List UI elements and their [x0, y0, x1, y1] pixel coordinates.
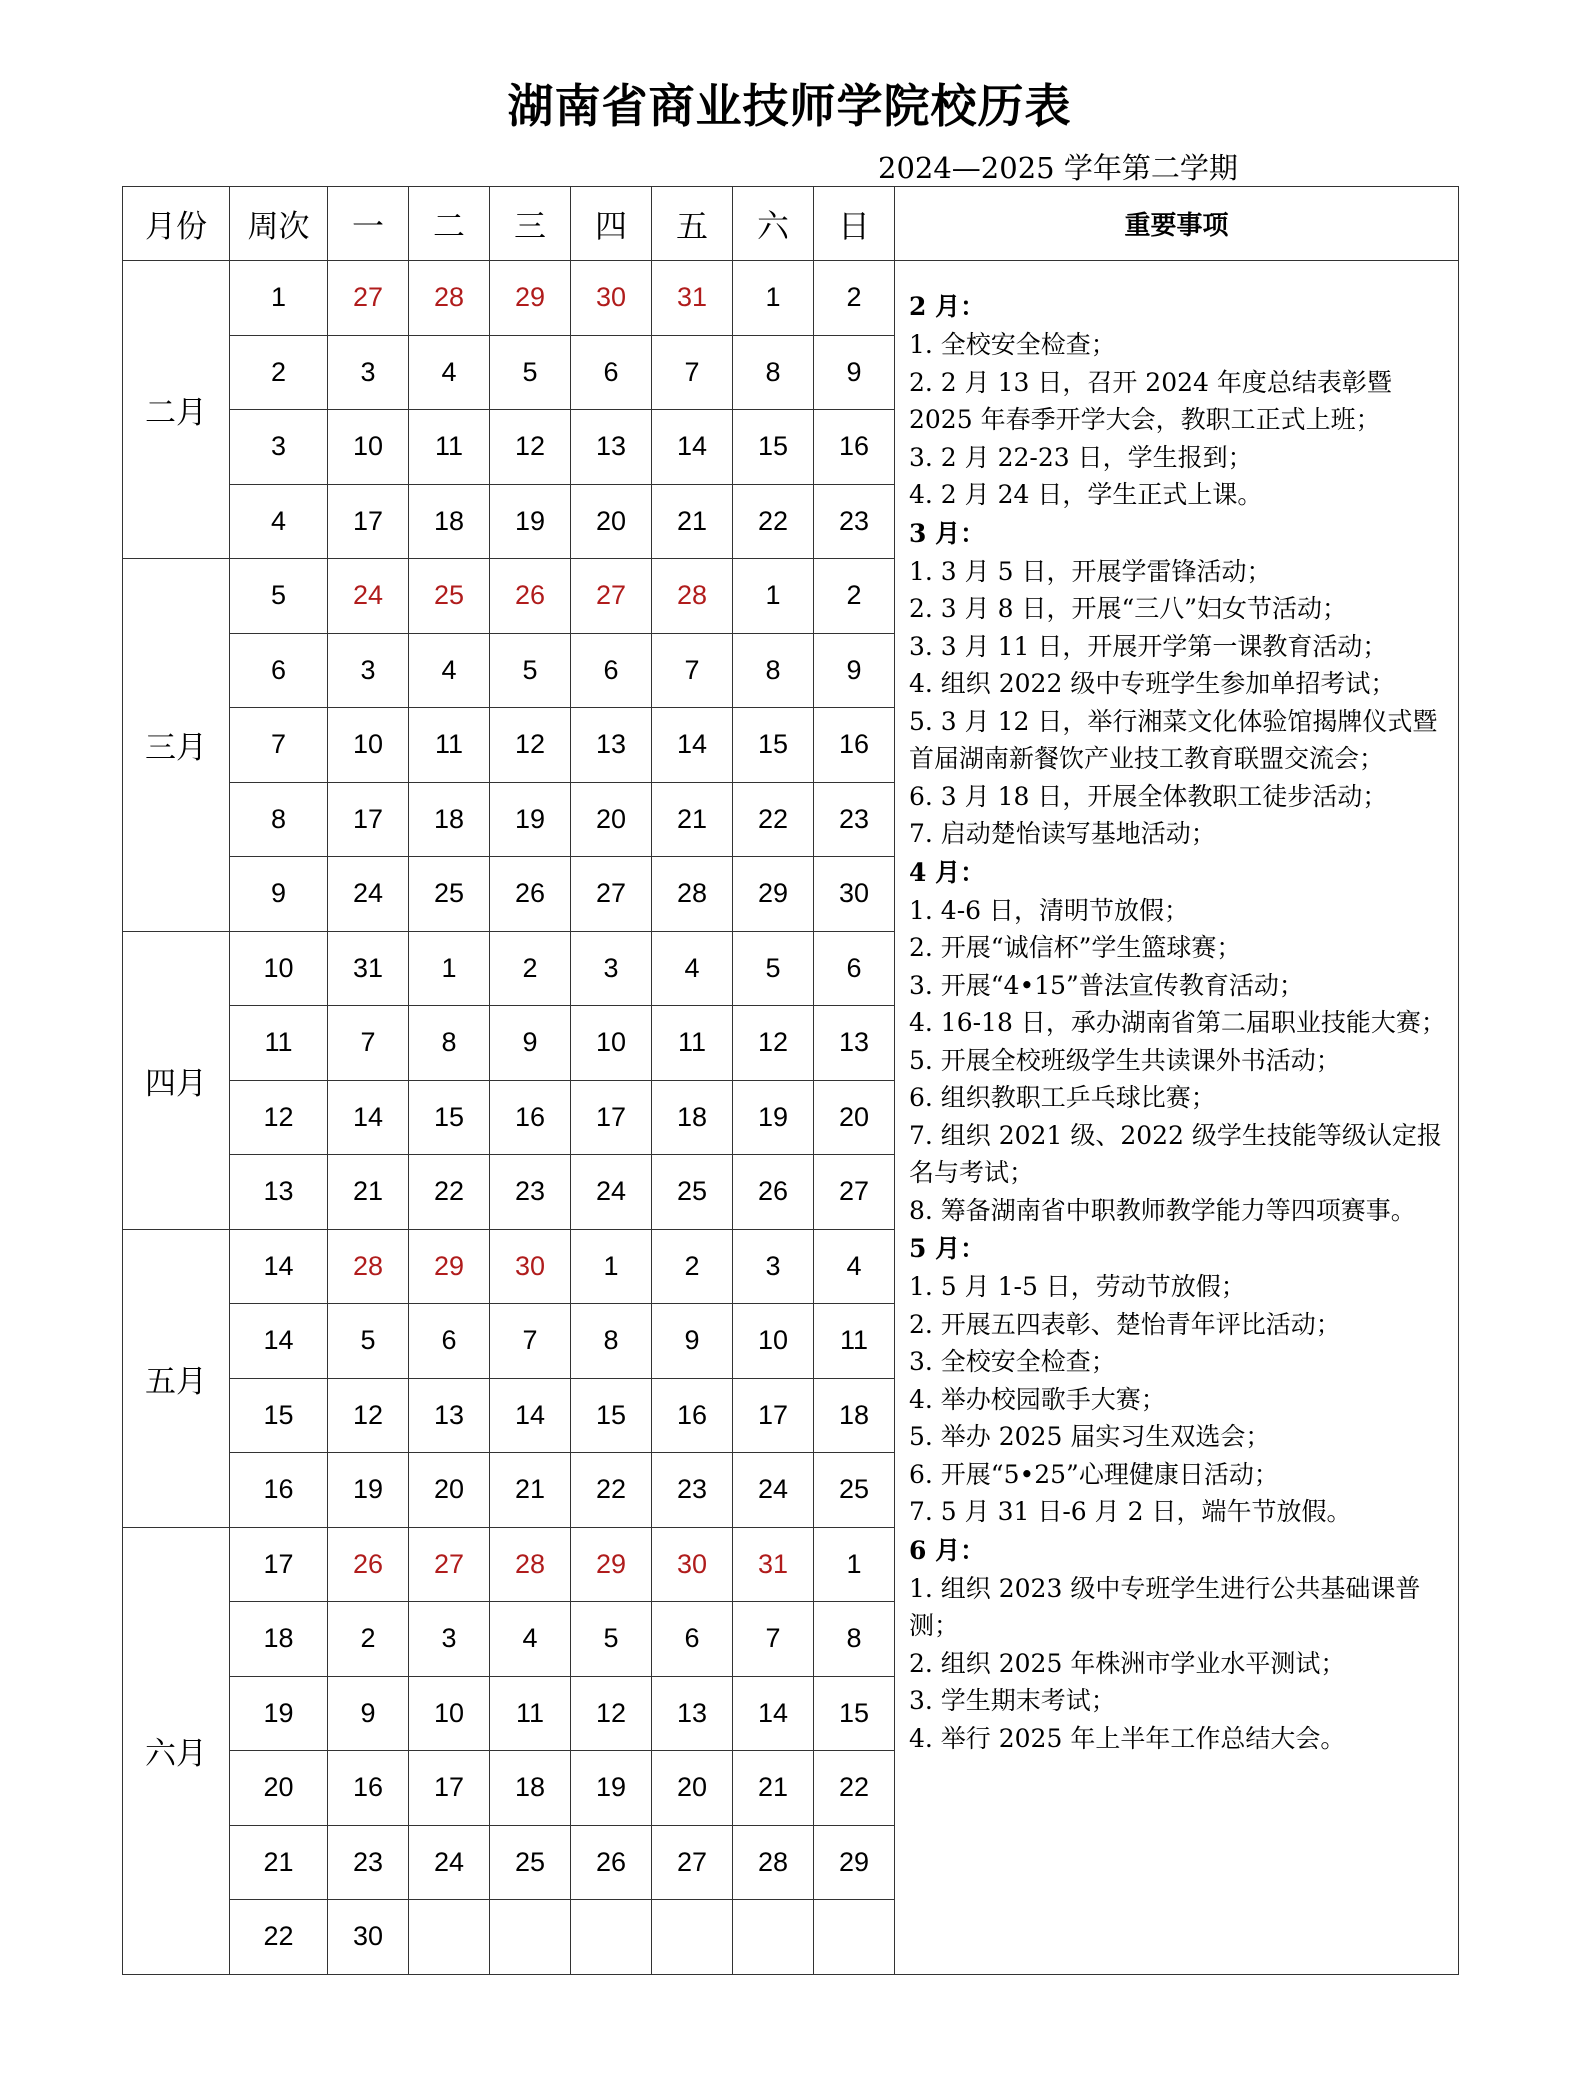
day-cell: 19	[328, 1453, 409, 1528]
day-cell: 16	[814, 410, 895, 485]
header-month: 月份	[123, 187, 230, 261]
day-cell: 3	[328, 633, 409, 708]
day-cell: 13	[409, 1378, 490, 1453]
day-cell: 30	[571, 261, 652, 336]
day-cell: 24	[328, 857, 409, 932]
day-cell: 2	[814, 559, 895, 634]
day-cell: 29	[409, 1229, 490, 1304]
week-number: 19	[230, 1676, 328, 1751]
month-label: 三月	[123, 559, 230, 932]
header-day-mon: 一	[328, 187, 409, 261]
day-cell: 21	[490, 1453, 571, 1528]
day-cell: 30	[652, 1527, 733, 1602]
header-day-sun: 日	[814, 187, 895, 261]
event-item: 8. 筹备湖南省中职教师教学能力等四项赛事。	[909, 1195, 1416, 1225]
day-cell: 7	[652, 335, 733, 410]
day-cell: 7	[733, 1602, 814, 1677]
day-cell: 28	[652, 857, 733, 932]
event-item: 2. 3 月 8 日，开展“三八”妇女节活动；	[909, 594, 1348, 623]
header-day-wed: 三	[490, 187, 571, 261]
day-cell: 8	[733, 633, 814, 708]
day-cell: 1	[733, 559, 814, 634]
day-cell	[652, 1900, 733, 1975]
day-cell: 25	[409, 559, 490, 634]
event-item: 3. 3 月 11 日，开展开学第一课教育活动；	[909, 631, 1388, 661]
week-number: 21	[230, 1825, 328, 1900]
day-cell: 30	[490, 1229, 571, 1304]
day-cell: 25	[490, 1825, 571, 1900]
day-cell: 24	[409, 1825, 490, 1900]
day-cell: 23	[328, 1825, 409, 1900]
day-cell: 2	[652, 1229, 733, 1304]
day-cell: 29	[571, 1527, 652, 1602]
day-cell: 13	[571, 708, 652, 783]
day-cell: 2	[328, 1602, 409, 1677]
week-number: 14	[230, 1304, 328, 1379]
day-cell: 13	[571, 410, 652, 485]
day-cell: 9	[814, 633, 895, 708]
event-item: 3. 开展“4•15”普法宣传教育活动；	[909, 970, 1304, 1000]
event-month-heading: 2 月：	[909, 292, 986, 321]
day-cell: 1	[571, 1229, 652, 1304]
week-number: 4	[230, 484, 328, 559]
day-cell: 10	[733, 1304, 814, 1379]
header-day-thu: 四	[571, 187, 652, 261]
day-cell: 15	[571, 1378, 652, 1453]
day-cell: 12	[571, 1676, 652, 1751]
event-item: 1. 4-6 日，清明节放假；	[909, 895, 1190, 925]
week-number: 16	[230, 1453, 328, 1528]
day-cell: 19	[571, 1751, 652, 1826]
event-item: 2. 2 月 13 日，召开 2024 年度总结表彰暨 2025 年春季开学大会，教职工正式上班；	[909, 367, 1400, 434]
day-cell: 18	[409, 782, 490, 857]
day-cell: 8	[814, 1602, 895, 1677]
day-cell	[571, 1900, 652, 1975]
header-row	[123, 187, 1459, 261]
day-cell: 16	[652, 1378, 733, 1453]
day-cell: 20	[571, 484, 652, 559]
day-cell: 23	[814, 484, 895, 559]
day-cell: 26	[733, 1155, 814, 1230]
day-cell: 6	[571, 335, 652, 410]
day-cell: 4	[409, 633, 490, 708]
day-cell: 6	[652, 1602, 733, 1677]
event-item: 5. 3 月 12 日，举行湘菜文化体验馆揭牌仪式暨首届湖南新餐饮产业技工教育联盟交流会；	[909, 706, 1438, 773]
day-cell: 31	[733, 1527, 814, 1602]
event-item: 4. 2 月 24 日，学生正式上课。	[909, 480, 1263, 509]
week-number: 2	[230, 335, 328, 410]
day-cell: 28	[733, 1825, 814, 1900]
day-cell: 26	[490, 857, 571, 932]
week-number: 20	[230, 1751, 328, 1826]
day-cell: 20	[814, 1080, 895, 1155]
day-cell: 23	[490, 1155, 571, 1230]
day-cell: 28	[409, 261, 490, 336]
day-cell: 10	[328, 410, 409, 485]
day-cell: 16	[490, 1080, 571, 1155]
week-number: 13	[230, 1155, 328, 1230]
event-item: 1. 全校安全检查；	[909, 330, 1116, 359]
day-cell: 16	[814, 708, 895, 783]
day-cell: 6	[571, 633, 652, 708]
day-cell: 31	[652, 261, 733, 336]
day-cell: 26	[571, 1825, 652, 1900]
day-cell: 25	[814, 1453, 895, 1528]
day-cell: 18	[409, 484, 490, 559]
month-label: 六月	[123, 1527, 230, 1974]
day-cell: 11	[652, 1006, 733, 1081]
day-cell: 12	[733, 1006, 814, 1081]
header-day-tue: 二	[409, 187, 490, 261]
day-cell: 25	[652, 1155, 733, 1230]
week-number: 15	[230, 1378, 328, 1453]
day-cell: 17	[409, 1751, 490, 1826]
day-cell	[814, 1900, 895, 1975]
day-cell: 14	[490, 1378, 571, 1453]
day-cell: 22	[733, 782, 814, 857]
week-number: 10	[230, 931, 328, 1006]
event-item: 7. 5 月 31 日-6 月 2 日，端午节放假。	[909, 1497, 1352, 1526]
day-cell: 1	[733, 261, 814, 336]
day-cell: 15	[733, 708, 814, 783]
week-number: 22	[230, 1900, 328, 1975]
event-item: 2. 组织 2025 年株洲市学业水平测试；	[909, 1648, 1346, 1678]
day-cell: 27	[571, 857, 652, 932]
semester-subtitle: 2024—2025 学年第二学期	[878, 151, 1238, 185]
day-cell: 20	[409, 1453, 490, 1528]
day-cell: 7	[490, 1304, 571, 1379]
event-month-heading: 5 月：	[909, 1234, 986, 1263]
day-cell: 29	[733, 857, 814, 932]
week-number: 9	[230, 857, 328, 932]
day-cell: 19	[733, 1080, 814, 1155]
month-label: 四月	[123, 931, 230, 1229]
day-cell: 10	[571, 1006, 652, 1081]
day-cell: 17	[328, 484, 409, 559]
event-item: 1. 3 月 5 日，开展学雷锋活动；	[909, 556, 1272, 586]
event-item: 7. 组织 2021 级、2022 级学生技能等级认定报名与考试；	[909, 1120, 1442, 1187]
day-cell: 22	[409, 1155, 490, 1230]
event-month-heading: 6 月：	[909, 1535, 986, 1565]
week-number: 6	[230, 633, 328, 708]
day-cell: 9	[490, 1006, 571, 1081]
day-cell: 20	[571, 782, 652, 857]
day-cell: 3	[733, 1229, 814, 1304]
day-cell: 28	[652, 559, 733, 634]
day-cell: 15	[733, 410, 814, 485]
event-item: 5. 举办 2025 届实习生双选会；	[909, 1422, 1271, 1451]
day-cell: 22	[571, 1453, 652, 1528]
week-number: 3	[230, 410, 328, 485]
day-cell: 26	[328, 1527, 409, 1602]
day-cell: 29	[490, 261, 571, 336]
day-cell: 27	[571, 559, 652, 634]
day-cell	[733, 1900, 814, 1975]
day-cell: 13	[652, 1676, 733, 1751]
day-cell: 24	[328, 559, 409, 634]
day-cell: 20	[652, 1751, 733, 1826]
day-cell: 10	[409, 1676, 490, 1751]
event-item: 2. 开展“诚信杯”学生篮球赛；	[909, 933, 1242, 962]
day-cell: 14	[652, 410, 733, 485]
day-cell: 23	[652, 1453, 733, 1528]
event-month-heading: 4 月：	[909, 857, 986, 887]
day-cell: 22	[733, 484, 814, 559]
event-item: 6. 开展“5•25”心理健康日活动；	[909, 1459, 1279, 1489]
week-row	[123, 261, 1459, 336]
day-cell: 25	[409, 857, 490, 932]
day-cell	[409, 1900, 490, 1975]
day-cell: 30	[328, 1900, 409, 1975]
day-cell: 9	[652, 1304, 733, 1379]
day-cell: 10	[328, 708, 409, 783]
day-cell: 1	[409, 931, 490, 1006]
day-cell: 17	[571, 1080, 652, 1155]
day-cell: 27	[328, 261, 409, 336]
day-cell: 9	[814, 335, 895, 410]
day-cell: 30	[814, 857, 895, 932]
day-cell: 3	[571, 931, 652, 1006]
day-cell: 14	[733, 1676, 814, 1751]
day-cell: 21	[733, 1751, 814, 1826]
day-cell: 9	[328, 1676, 409, 1751]
day-cell: 12	[490, 708, 571, 783]
day-cell: 29	[814, 1825, 895, 1900]
day-cell: 7	[328, 1006, 409, 1081]
header-events: 重要事项	[895, 187, 1459, 261]
week-number: 14	[230, 1229, 328, 1304]
event-item: 6. 组织教职工乒乓球比赛；	[909, 1083, 1216, 1112]
day-cell: 1	[814, 1527, 895, 1602]
day-cell: 2	[814, 261, 895, 336]
day-cell: 22	[814, 1751, 895, 1826]
day-cell: 8	[733, 335, 814, 410]
event-item: 2. 开展五四表彰、楚怡青年评比活动；	[909, 1309, 1341, 1339]
event-item: 4. 16-18 日，承办湖南省第二届职业技能大赛；	[909, 1008, 1446, 1037]
day-cell: 3	[328, 335, 409, 410]
week-number: 8	[230, 782, 328, 857]
day-cell: 27	[814, 1155, 895, 1230]
day-cell: 12	[490, 410, 571, 485]
day-cell: 8	[409, 1006, 490, 1081]
day-cell: 26	[490, 559, 571, 634]
calendar-body	[123, 261, 1459, 1975]
day-cell	[490, 1900, 571, 1975]
month-label: 二月	[123, 261, 230, 559]
day-cell: 3	[409, 1602, 490, 1677]
day-cell: 12	[328, 1378, 409, 1453]
day-cell: 2	[490, 931, 571, 1006]
page-title: 湖南省商业技师学院校历表	[507, 79, 1072, 133]
event-item: 5. 开展全校班级学生共读课外书活动；	[909, 1045, 1341, 1075]
event-item: 3. 全校安全检查；	[909, 1347, 1116, 1376]
week-number: 11	[230, 1006, 328, 1081]
day-cell: 4	[814, 1229, 895, 1304]
day-cell: 17	[733, 1378, 814, 1453]
week-number: 12	[230, 1080, 328, 1155]
day-cell: 5	[571, 1602, 652, 1677]
day-cell: 13	[814, 1006, 895, 1081]
day-cell: 17	[328, 782, 409, 857]
header-day-sat: 六	[733, 187, 814, 261]
day-cell: 21	[652, 484, 733, 559]
header-week: 周次	[230, 187, 328, 261]
event-item: 4. 举办校园歌手大赛；	[909, 1384, 1166, 1414]
day-cell: 15	[409, 1080, 490, 1155]
day-cell: 19	[490, 782, 571, 857]
day-cell: 5	[490, 335, 571, 410]
day-cell: 31	[328, 931, 409, 1006]
event-item: 1. 组织 2023 级中专班学生进行公共基础课普测；	[909, 1573, 1421, 1640]
header-day-fri: 五	[652, 187, 733, 261]
day-cell: 6	[409, 1304, 490, 1379]
event-item: 3. 学生期末考试；	[909, 1686, 1116, 1715]
day-cell: 7	[652, 633, 733, 708]
day-cell: 28	[328, 1229, 409, 1304]
event-item: 6. 3 月 18 日，开展全体教职工徒步活动；	[909, 781, 1388, 811]
day-cell: 5	[733, 931, 814, 1006]
day-cell: 11	[814, 1304, 895, 1379]
day-cell: 11	[409, 708, 490, 783]
day-cell: 4	[409, 335, 490, 410]
day-cell: 16	[328, 1751, 409, 1826]
day-cell: 18	[652, 1080, 733, 1155]
day-cell: 24	[571, 1155, 652, 1230]
day-cell: 23	[814, 782, 895, 857]
day-cell: 11	[490, 1676, 571, 1751]
day-cell: 21	[328, 1155, 409, 1230]
day-cell: 19	[490, 484, 571, 559]
day-cell: 11	[409, 410, 490, 485]
week-number: 7	[230, 708, 328, 783]
day-cell: 15	[814, 1676, 895, 1751]
day-cell: 27	[652, 1825, 733, 1900]
day-cell: 14	[328, 1080, 409, 1155]
event-item: 3. 2 月 22-23 日，学生报到；	[909, 442, 1253, 472]
week-number: 5	[230, 559, 328, 634]
day-cell: 5	[328, 1304, 409, 1379]
day-cell: 6	[814, 931, 895, 1006]
event-item: 4. 组织 2022 级中专班学生参加单招考试；	[909, 669, 1396, 698]
day-cell: 18	[490, 1751, 571, 1826]
week-number: 17	[230, 1527, 328, 1602]
important-events	[895, 261, 1459, 1975]
event-month-heading: 3 月：	[909, 518, 986, 548]
event-item: 4. 举行 2025 年上半年工作总结大会。	[909, 1723, 1346, 1753]
calendar-table	[122, 186, 1459, 1975]
month-label: 五月	[123, 1229, 230, 1527]
week-number: 1	[230, 261, 328, 336]
day-cell: 28	[490, 1527, 571, 1602]
day-cell: 4	[490, 1602, 571, 1677]
day-cell: 5	[490, 633, 571, 708]
day-cell: 18	[814, 1378, 895, 1453]
day-cell: 14	[652, 708, 733, 783]
day-cell: 4	[652, 931, 733, 1006]
event-item: 1. 5 月 1-5 日，劳动节放假；	[909, 1272, 1246, 1301]
event-item: 7. 启动楚怡读写基地活动；	[909, 819, 1216, 848]
day-cell: 27	[409, 1527, 490, 1602]
day-cell: 8	[571, 1304, 652, 1379]
day-cell: 24	[733, 1453, 814, 1528]
day-cell: 21	[652, 782, 733, 857]
week-number: 18	[230, 1602, 328, 1677]
